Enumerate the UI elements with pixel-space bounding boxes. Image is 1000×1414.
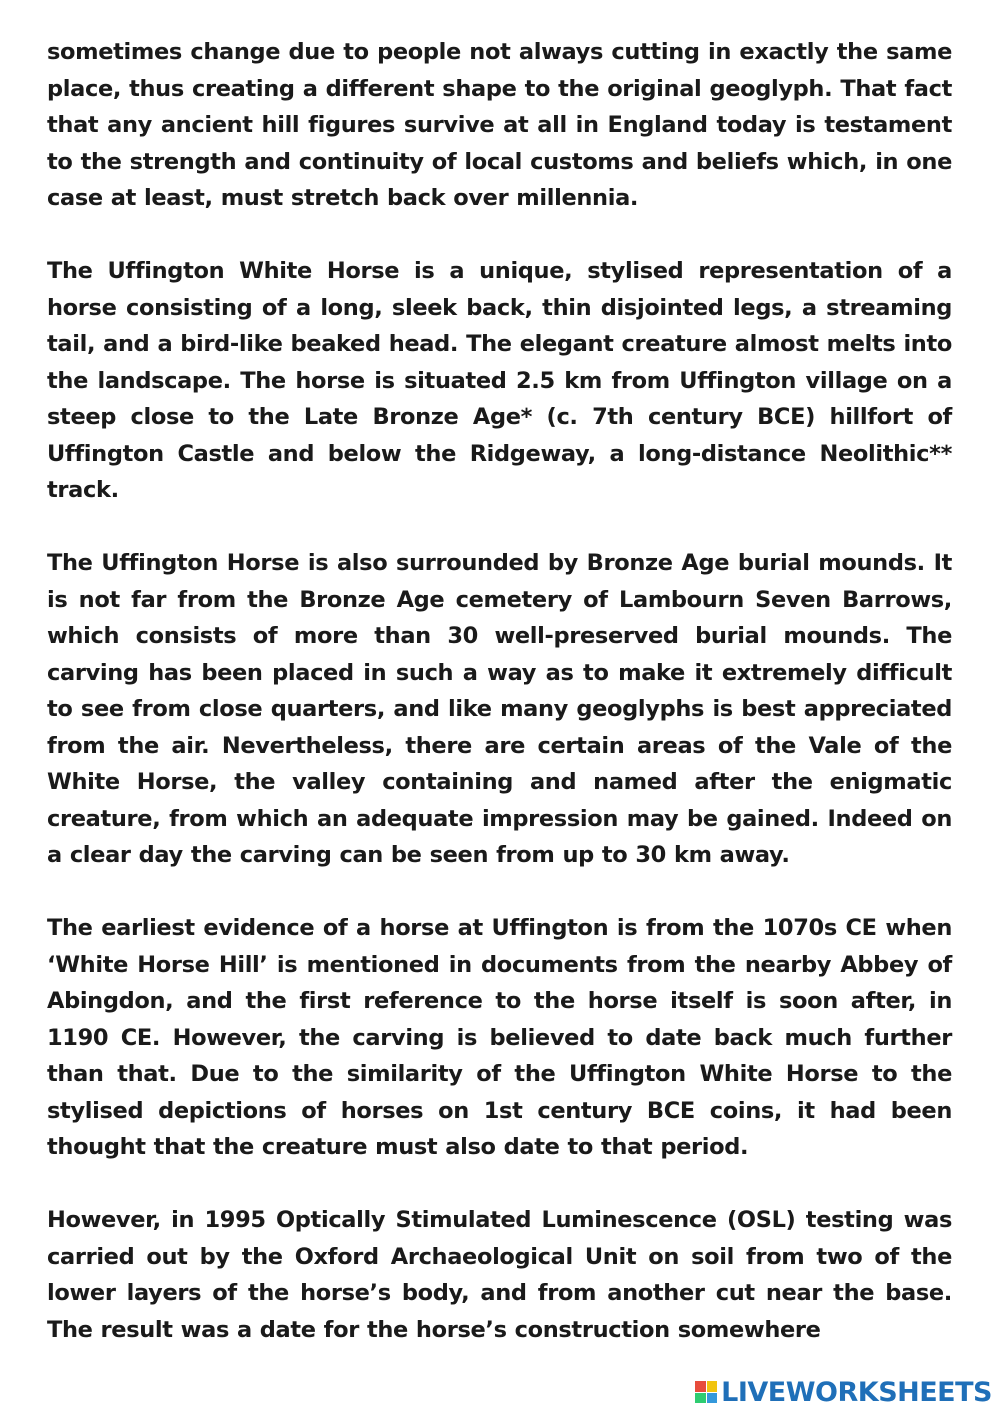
paragraph-2: The Uffington White Horse is a unique, stylised representation of a horse consisting of a long, sleek back, thin disjointed legs, a streaming tail, and a bird-like beaked head. The elegant creature almost melts into the landscape. The horse is situated 2.5 km from Uffington village on a steep close to the Late Bronze Age* (c. 7th century BCE) hillfort of Uffington Castle and below the Ridgeway, a long-distance Neolithic** track.	[47, 258, 952, 503]
logo-square-green	[695, 1393, 706, 1404]
watermark-live: LIVE	[721, 1376, 786, 1408]
paragraph-1: sometimes change due to people not always cutting in exactly the same place, thus creating a different shape to the original geoglyph. That fact that any ancient hill figures survive at all in England today is testament to the strength and continuity of local customs and beliefs which, in one case at least, must stretch back over millennia.	[47, 39, 952, 211]
logo-square-yellow	[707, 1381, 718, 1392]
liveworksheets-watermark[interactable]	[695, 1374, 992, 1410]
watermark-worksheets: WORKSHEETS	[785, 1376, 992, 1408]
liveworksheets-logo-icon	[695, 1381, 717, 1403]
document-body	[47, 34, 952, 1348]
paragraph-5: However, in 1995 Optically Stimulated Luminescence (OSL) testing was carried out by the Oxford Archaeological Unit on soil from two of the lower layers of the horse’s body, and from another cut near the base. The result was a date for the horse’s construction somewhere	[47, 1207, 952, 1343]
paragraph-4: The earliest evidence of a horse at Uffington is from the 1070s CE when ‘White Horse Hill’ is mentioned in documents from the nearby Abbey of Abingdon, and the first reference to the horse itself is soon after, in 1190 CE. However, the carving is believed to date back much further than that. Due to the similarity of the Uffington White Horse to the stylised depictions of horses on 1st century BCE coins, it had been thought that the creature must also date to that period.	[47, 915, 952, 1160]
logo-square-red	[695, 1381, 706, 1392]
watermark-text	[721, 1377, 992, 1408]
logo-square-blue	[707, 1393, 718, 1404]
paragraph-3: The Uffington Horse is also surrounded by Bronze Age burial mounds. It is not far from the Bronze Age cemetery of Lambourn Seven Barrows, which consists of more than 30 well-preserved burial mounds. The carving has been placed in such a way as to make it extremely difficult to see from close quarters, and like many geoglyphs is best appreciated from the air. Nevertheless, there are certain areas of the Vale of the White Horse, the valley containing and named after the enigmatic creature, from which an adequate impression may be gained. Indeed on a clear day the carving can be seen from up to 30 km away.	[47, 550, 952, 868]
